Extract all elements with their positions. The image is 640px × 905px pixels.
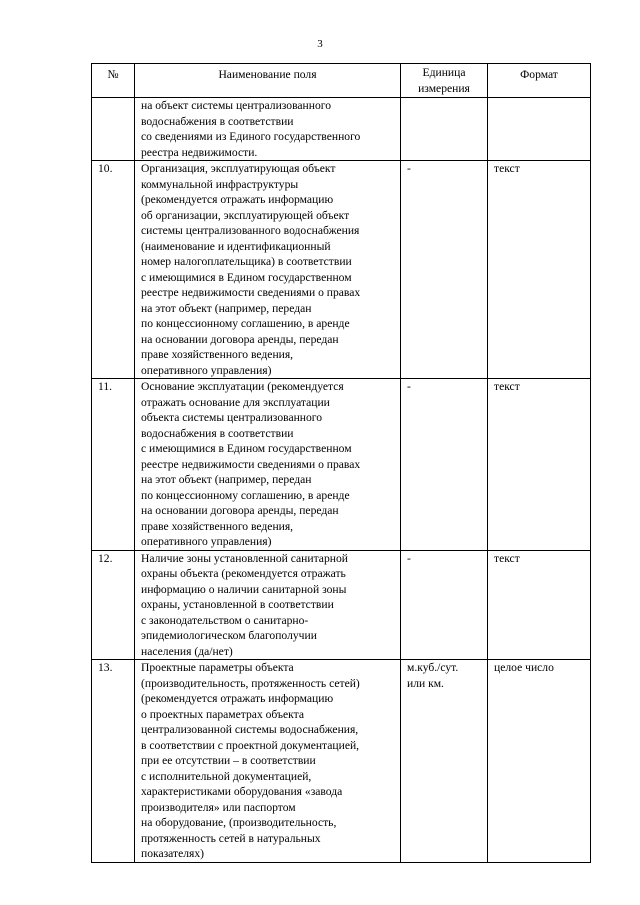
description-line: с имеющимися в Едином государственном <box>141 442 352 455</box>
description-line: реестра недвижимости. <box>141 145 258 159</box>
description-line: на оборудование, (производительность, <box>141 816 337 829</box>
unit-line: - <box>407 162 411 175</box>
format-cell: текст <box>488 161 591 379</box>
description-line: с имеющимися в Едином государственном <box>141 270 352 284</box>
description-line: производителя» или паспортом <box>141 800 296 814</box>
unit-cell <box>401 550 488 660</box>
format-cell: целое число <box>488 660 591 863</box>
table-body <box>92 98 591 863</box>
description-line: с законодательством о санитарно- <box>141 613 309 627</box>
document-table <box>91 63 591 863</box>
header-number: № <box>92 64 135 98</box>
description-line: показателях) <box>141 847 205 860</box>
description-line: водоснабжения в соответствии <box>141 114 294 128</box>
description-line: централизованной системы водоснабжения, <box>141 723 359 736</box>
description-line: с исполнительной документацией, <box>141 769 312 783</box>
table-header-row <box>92 64 591 98</box>
description-line: оперативного управления) <box>141 363 272 377</box>
description-line: водоснабжения в соответствии <box>141 426 294 440</box>
description-line: эпидемиологическом благополучии <box>141 629 317 642</box>
row-number: 10. <box>92 161 135 379</box>
format-cell <box>488 98 591 161</box>
header-unit <box>401 64 488 98</box>
table-row <box>92 660 591 863</box>
description-line: объекта системы централизованного <box>141 411 323 424</box>
page-number: 3 <box>317 38 323 50</box>
table-row <box>92 161 591 379</box>
table-row <box>92 550 591 660</box>
unit-line: м.куб./сут. <box>407 661 459 674</box>
description-line: на объект системы централизованного <box>141 99 332 112</box>
description-line: со сведениями из Единого государственного <box>141 130 361 143</box>
description-line: на этот объект (например, передан <box>141 473 312 486</box>
description-line: Основание эксплуатации (рекомендуется <box>141 380 344 393</box>
unit-cell <box>401 379 488 551</box>
unit-line: или км. <box>407 676 444 690</box>
description-line: праве хозяйственного ведения, <box>141 519 294 533</box>
description-line: об организации, эксплуатирующей объект <box>141 208 350 222</box>
description-line: в соответствии с проектной документацией, <box>141 738 360 752</box>
description-line: (производительность, протяженность сетей) <box>141 676 360 690</box>
description-line: (наименование и идентификационный <box>141 239 331 253</box>
format-cell: текст <box>488 379 591 551</box>
unit-cell <box>401 98 488 161</box>
unit-cell <box>401 660 488 863</box>
field-description <box>135 161 401 379</box>
table-row <box>92 98 591 161</box>
description-line: реестре недвижимости сведениями о правах <box>141 286 361 299</box>
description-line: при ее отсутствии – в соответствии <box>141 754 316 767</box>
description-line: праве хозяйственного ведения, <box>141 348 294 361</box>
description-line: населения (да/нет) <box>141 644 233 658</box>
description-line: (рекомендуется отражать информацию <box>141 193 334 206</box>
description-line: реестре недвижимости сведениями о правах <box>141 457 361 471</box>
description-line: на основании договора аренды, передан <box>141 332 339 346</box>
header-unit-line: измерения <box>418 81 470 95</box>
field-description <box>135 660 401 863</box>
header-field-name: Наименование поля <box>135 64 401 98</box>
description-line: Организация, эксплуатирующая объект <box>141 162 336 175</box>
description-line: охраны, установленной в соответствии <box>141 598 334 611</box>
row-number: 11. <box>92 379 135 551</box>
description-line: на основании договора аренды, передан <box>141 504 339 517</box>
unit-cell <box>401 161 488 379</box>
description-line: информацию о наличии санитарной зоны <box>141 582 347 596</box>
row-number: 12. <box>92 550 135 660</box>
row-number <box>92 98 135 161</box>
table-row <box>92 379 591 551</box>
description-line: на этот объект (например, передан <box>141 301 312 315</box>
row-number: 13. <box>92 660 135 863</box>
description-line: охраны объекта (рекомендуется отражать <box>141 567 346 580</box>
description-line: Наличие зоны установленной санитарной <box>141 551 348 565</box>
header-format: Формат <box>488 64 591 98</box>
description-line: (рекомендуется отражать информацию <box>141 692 334 705</box>
description-line: по концессионному соглашению, в аренде <box>141 488 350 502</box>
unit-line: - <box>407 380 411 393</box>
header-unit-line: Единица <box>422 66 466 79</box>
field-description <box>135 98 401 161</box>
field-description <box>135 550 401 660</box>
description-line: характеристиками оборудования «завода <box>141 785 343 798</box>
description-line: отражать основание для эксплуатации <box>141 395 330 409</box>
description-line: оперативного управления) <box>141 535 272 548</box>
description-line: коммунальной инфраструктуры <box>141 177 299 191</box>
description-line: номер налогоплательщика) в соответствии <box>141 255 352 268</box>
description-line: протяженность сетей в натуральных <box>141 831 321 845</box>
format-cell: текст <box>488 550 591 660</box>
unit-line: - <box>407 551 411 565</box>
field-description <box>135 379 401 551</box>
description-line: системы централизованного водоснабжения <box>141 224 360 237</box>
description-line: Проектные параметры объекта <box>141 661 294 674</box>
description-line: по концессионному соглашению, в аренде <box>141 317 350 330</box>
description-line: о проектных параметрах объекта <box>141 707 305 721</box>
